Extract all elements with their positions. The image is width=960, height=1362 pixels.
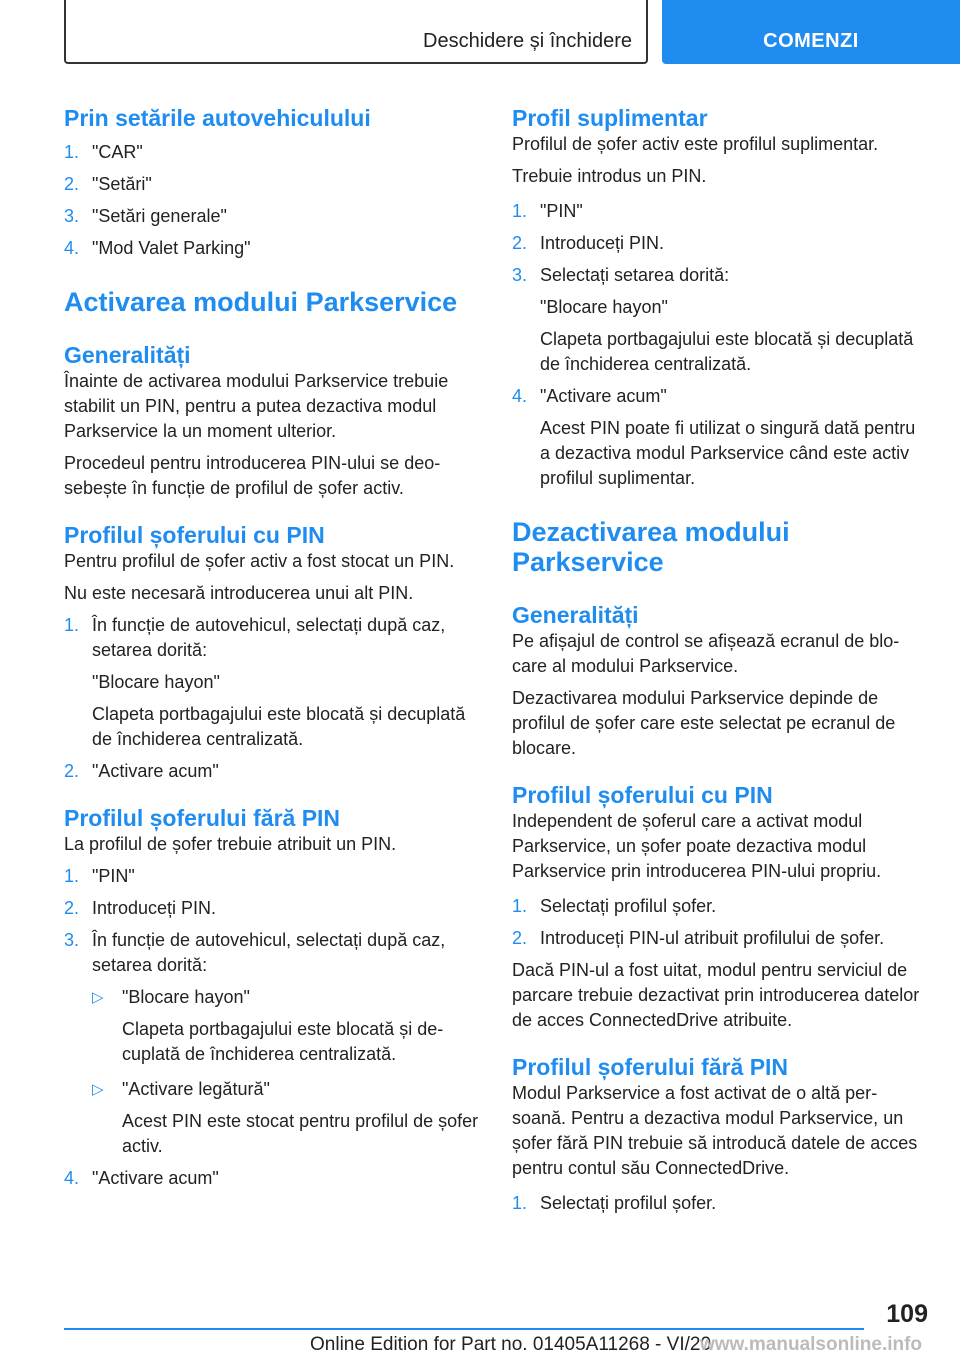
list-item <box>64 140 479 165</box>
paragraph: Înainte de activarea modului Parkservice trebuie stabilit un PIN, pentru a putea dezactiva modul Parkservice la un moment ulterior. <box>64 371 449 441</box>
step-number: 2. <box>64 898 80 918</box>
list-item <box>512 894 924 919</box>
section-title: Deschidere și închidere <box>423 30 632 52</box>
step-number: 4. <box>512 386 528 406</box>
heading-settings: Prin setările autovehiculului <box>64 105 371 131</box>
step-option: "Blocare hayon" <box>92 672 220 692</box>
step-number: 4. <box>64 1168 80 1188</box>
step-text: Selectați profilul șofer. <box>540 1193 717 1213</box>
paragraph: Dacă PIN-ul a fost uitat, modul pentru serviciul de parcare trebuie dezactivat prin introducerea datelor de acces ConnectedDrive atribuite. <box>512 960 920 1030</box>
step-number: 1. <box>64 866 80 886</box>
step-number: 1. <box>64 615 80 635</box>
paragraph: Independent de șoferul care a activat modul Parkservice, un șofer poate dezactiva modul Parkservice prin introducerea PIN-ului propriu. <box>512 811 882 881</box>
list-item <box>512 926 924 951</box>
paragraph: Pentru profilul de șofer activ a fost stocat un PIN. <box>64 551 455 571</box>
step-number: 4. <box>64 238 80 258</box>
step-description: Clapeta portbagajului este blocată și decuplată de închiderea centralizată. <box>92 704 466 749</box>
chapter-tab-label: COMENZI <box>763 30 859 52</box>
heading-with-pin: Profilul șoferului cu PIN <box>64 522 325 548</box>
footer-edition: Online Edition for Part no. 01405A11268 - VI/20 <box>310 1334 712 1355</box>
footer-watermark: www.manualsonline.info <box>700 1334 923 1355</box>
list-item <box>512 263 924 377</box>
step-text: "CAR" <box>92 142 143 162</box>
step-text: "Activare acum" <box>92 1168 219 1188</box>
paragraph: Modul Parkservice a fost activat de o altă persoană. Pentru a dezactiva modul Parkservice, un șofer fără PIN trebuie să introducă datele de acces pentru contul său ConnectedDrive. <box>512 1083 918 1178</box>
right-column <box>512 100 924 1216</box>
list-item <box>64 236 479 261</box>
step-text: Introduceți PIN. <box>540 233 665 253</box>
heading-activate: Activarea modului Parkservice <box>64 287 458 317</box>
bullet-item <box>92 985 479 1067</box>
step-description: Acest PIN poate fi utilizat o singură dată pentru a dezactiva modul Parkservice când este activ profilul suplimentar. <box>540 418 916 488</box>
list-item <box>64 1166 479 1191</box>
list-item <box>64 864 479 889</box>
step-text: "PIN" <box>540 201 583 221</box>
paragraph: Procedeul pentru introducerea PIN-ului se deosebește în funcție de profilul de șofer activ. <box>64 453 441 498</box>
step-text: "PIN" <box>92 866 135 886</box>
step-number: 2. <box>512 928 528 948</box>
bullet-title: "Blocare hayon" <box>122 987 250 1007</box>
heading-with-pin: Profilul șoferului cu PIN <box>512 782 773 808</box>
step-text: Introduceți PIN-ul atribuit profilului de șofer. <box>540 928 885 948</box>
list-item <box>512 231 924 256</box>
bullet-item <box>92 1077 479 1159</box>
step-number: 3. <box>64 206 80 226</box>
page-number: 109 <box>886 1300 928 1328</box>
paragraph: La profilul de șofer trebuie atribuit un PIN. <box>64 834 397 854</box>
bullet-title: "Activare legătură" <box>122 1079 270 1099</box>
step-text: Introduceți PIN. <box>92 898 217 918</box>
triangle-bullet-icon: ▷ <box>92 1081 104 1098</box>
list-item <box>64 172 479 197</box>
step-number: 3. <box>64 930 80 950</box>
step-number: 1. <box>64 142 80 162</box>
bullet-description: Clapeta portbagajului este blocată și decuplată de închiderea centralizată. <box>122 1019 444 1064</box>
step-number: 2. <box>64 174 80 194</box>
paragraph: Profilul de șofer activ este profilul suplimentar. <box>512 134 879 154</box>
settings-steps <box>64 140 479 261</box>
list-item <box>512 199 924 224</box>
step-text: "Activare acum" <box>92 761 219 781</box>
list-item <box>64 759 479 784</box>
step-number: 3. <box>512 265 528 285</box>
step-text: "Setări" <box>92 174 152 194</box>
list-item <box>64 613 479 752</box>
step-text: Selectați setarea dorită: <box>540 265 730 285</box>
list-item <box>64 928 479 1159</box>
heading-deactivate: Dezactivarea modului Parkservice <box>512 517 790 577</box>
step-number: 1. <box>512 201 528 221</box>
step-text: În funcție de autovehicul, selectați după caz, setarea dorită: <box>92 615 446 660</box>
list-item <box>64 896 479 921</box>
left-column <box>64 100 479 1191</box>
step-text: În funcție de autovehicul, selectați după caz, setarea dorită: <box>92 930 446 975</box>
step-description: Clapeta portbagajului este blocată și decuplată de închiderea centralizată. <box>540 329 914 374</box>
list-item <box>512 1191 924 1216</box>
heading-without-pin: Profilul șoferului fără PIN <box>512 1054 789 1080</box>
step-text: "Mod Valet Parking" <box>92 238 251 258</box>
step-text: Selectați profilul șofer. <box>540 896 717 916</box>
heading-general: Generalități <box>64 342 191 368</box>
header-frame <box>64 0 648 64</box>
paragraph: Dezactivarea modului Parkservice depinde de profilul de șofer care este selectat pe ecranul de blocare. <box>512 688 896 758</box>
footer-divider <box>64 1328 864 1330</box>
step-text: "Setări generale" <box>92 206 227 226</box>
step-number: 1. <box>512 896 528 916</box>
step-text: "Activare acum" <box>540 386 667 406</box>
paragraph: Nu este necesară introducerea unui alt PIN. <box>64 583 414 603</box>
chapter-tab <box>662 0 960 64</box>
heading-without-pin: Profilul șoferului fără PIN <box>64 805 341 831</box>
paragraph: Pe afișajul de control se afișează ecranul de blocare al modului Parkservice. <box>512 631 900 676</box>
step-number: 2. <box>64 761 80 781</box>
step-number: 1. <box>512 1193 528 1213</box>
paragraph: Trebuie introdus un PIN. <box>512 166 707 186</box>
bullet-description: Acest PIN este stocat pentru profilul de șofer activ. <box>122 1111 479 1156</box>
triangle-bullet-icon: ▷ <box>92 989 104 1006</box>
list-item <box>512 384 924 491</box>
heading-extra-profile: Profil suplimentar <box>512 105 708 131</box>
list-item <box>64 204 479 229</box>
step-option: "Blocare hayon" <box>540 297 668 317</box>
heading-general: Generalități <box>512 602 639 628</box>
step-number: 2. <box>512 233 528 253</box>
